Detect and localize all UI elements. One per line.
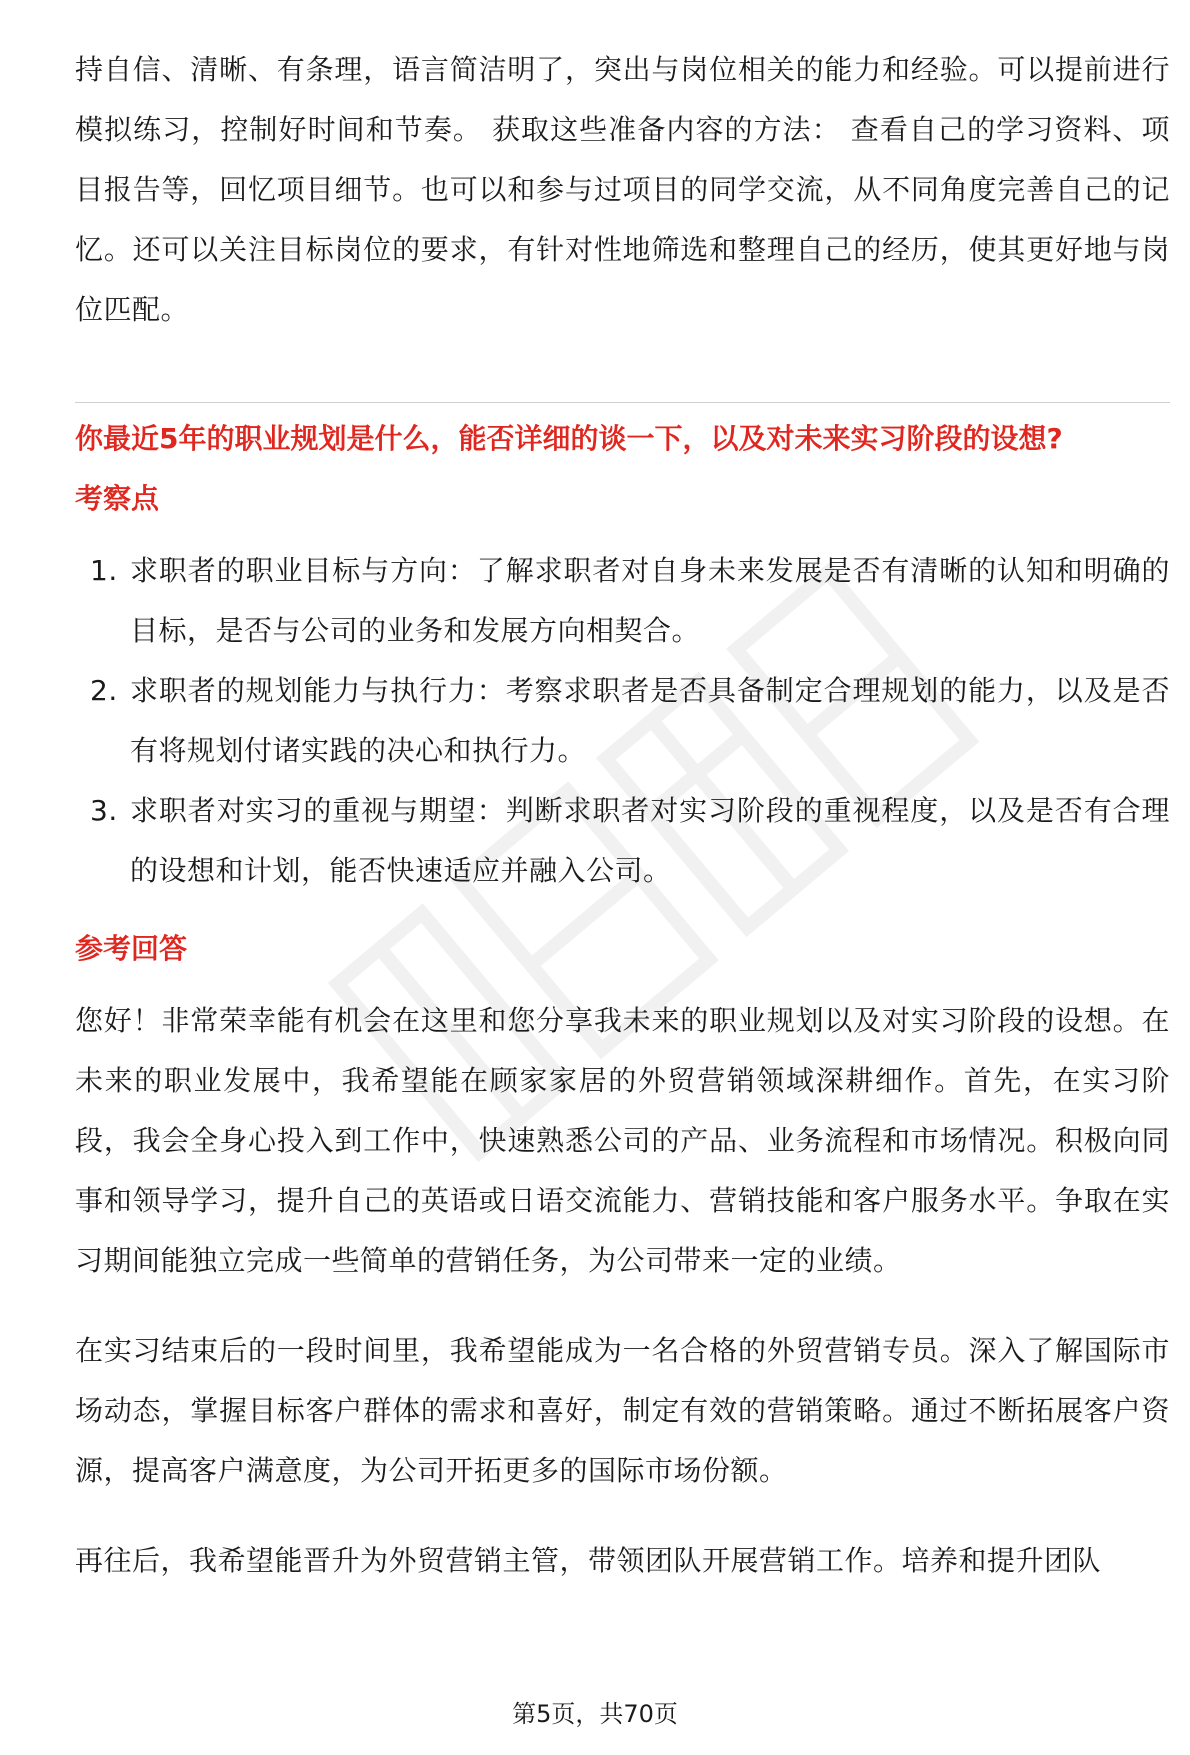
intro-paragraph: 持自信、清晰、有条理，语言简洁明了，突出与岗位相关的能力和经验。可以提前进行模拟练习，控制好时间和节奏。 获取这些准备内容的方法： 查看自己的学习资料、项目报告等，回忆项目细节。也可以和参与过项目的同学交流，从不同角度完善自己的记忆。还可以关注目标岗位的要求，有针对性地筛选和整理自己的经历，使其更好地与岗位匹配。 xyxy=(75,53,1170,326)
answer-paragraph: 在实习结束后的一段时间里，我希望能成为一名合格的外贸营销专员。深入了解国际市场动态，掌握目标客户群体的需求和喜好，制定有效的营销策略。通过不断拓展客户资源，提高客户满意度，为公司开拓更多的国际市场份额。 xyxy=(75,1334,1170,1487)
list-item-text: 求职者的职业目标与方向：了解求职者对自身未来发展是否有清晰的认知和明确的目标，是否与公司的业务和发展方向相契合。 xyxy=(130,554,1170,647)
answer-paragraph: 再往后，我希望能晋升为外贸营销主管，带领团队开展营销工作。培养和提升团队 xyxy=(75,1544,1102,1577)
list-item-text: 求职者的规划能力与执行力：考察求职者是否具备制定合理规划的能力，以及是否有将规划付诸实践的决心和执行力。 xyxy=(130,674,1170,767)
document-page xyxy=(75,40,1170,1591)
list-item-text: 求职者对实习的重视与期望：判断求职者对实习阶段的重视程度，以及是否有合理的设想和计划，能否快速适应并融入公司。 xyxy=(130,794,1170,887)
list-item-number: 2. xyxy=(90,674,118,707)
page-number: 第5页，共70页 xyxy=(512,1700,678,1728)
reference-answer-label: 参考回答 xyxy=(75,932,188,965)
list-item-number: 1. xyxy=(90,554,118,587)
answer-paragraph: 您好！非常荣幸能有机会在这里和您分享我未来的职业规划以及对实习阶段的设想。在未来的职业发展中，我希望能在顾家家居的外贸营销领域深耕细作。首先，在实习阶段，我会全身心投入到工作中，快速熟悉公司的产品、业务流程和市场情况。积极向同事和领导学习，提升自己的英语或日语交流能力、营销技能和客户服务水平。争取在实习期间能独立完成一些简单的营销任务，为公司带来一定的业绩。 xyxy=(75,1004,1170,1277)
list-item xyxy=(75,781,1170,901)
list-item xyxy=(75,661,1170,781)
question-heading: 你最近5年的职业规划是什么，能否详细的谈一下，以及对未来实习阶段的设想? xyxy=(75,422,1063,455)
section-divider xyxy=(75,402,1170,403)
list-item-number: 3. xyxy=(90,794,118,827)
focus-points-list xyxy=(75,541,1170,901)
focus-points-label: 考察点 xyxy=(75,482,160,515)
list-item xyxy=(75,541,1170,661)
